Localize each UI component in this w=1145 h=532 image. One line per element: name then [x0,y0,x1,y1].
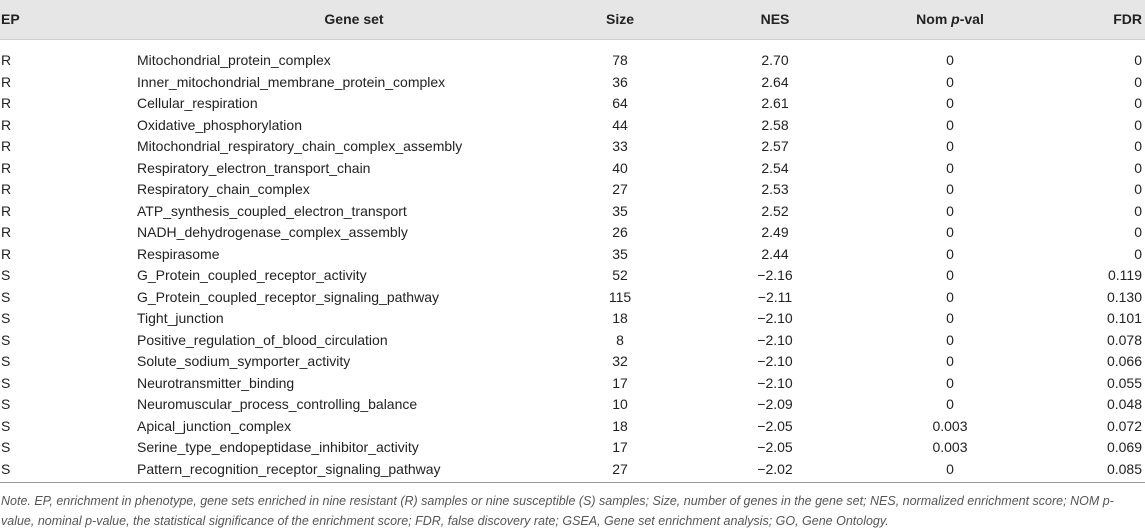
cell-gene-set: ATP_synthesis_coupled_electron_transport [137,202,407,219]
cell-ep: R [1,116,12,133]
cell-size: 36 [612,73,628,90]
cell-size: 10 [612,396,628,412]
cell-gene-set: Mitochondrial_protein_complex [137,52,331,68]
cell-gene-set: Respirasome [137,245,220,262]
cell-size: 115 [608,288,632,305]
cell-ep: R [1,52,12,68]
cell-size: 35 [612,202,628,219]
cell-nom-p-val: 0 [946,331,954,348]
cell-fdr: 0 [1134,116,1142,133]
cell-fdr: 0 [1134,202,1142,219]
cell-fdr: 0.085 [1106,460,1142,477]
cell-nes: −2.16 [757,267,793,283]
cell-nom-p-val: 0 [946,396,954,412]
cell-size: 17 [612,374,628,391]
header-ep: EP [1,11,20,27]
cell-fdr: 0.078 [1106,331,1142,348]
table-row [0,416,1145,438]
cell-size: 18 [612,310,628,326]
cell-ep: S [1,288,11,305]
cell-nes: 2.58 [761,116,789,133]
table-row [0,351,1145,373]
cell-gene-set: Tight_junction [137,310,224,326]
cell-ep: S [1,353,11,369]
header-size: Size [605,11,634,27]
cell-nes: −2.05 [757,417,793,434]
cell-size: 27 [612,181,628,197]
cell-size: 35 [612,245,628,262]
cell-ep: S [1,417,11,434]
header-nom-prefix: Nom [916,11,952,27]
cell-nom-p-val: 0 [946,116,954,133]
cell-gene-set: NADH_dehydrogenase_complex_assembly [137,224,408,240]
cell-gene-set: G_Protein_coupled_receptor_signaling_pathway [137,288,439,305]
table-row [0,201,1145,223]
cell-fdr: 0.069 [1106,439,1142,455]
table-row [0,308,1145,330]
cell-fdr: 0.130 [1106,288,1142,305]
header-fdr: FDR [1113,11,1142,27]
cell-ep: R [1,245,12,262]
cell-nes: −2.02 [757,460,793,477]
cell-nes: −2.10 [757,353,793,369]
cell-nes: −2.11 [757,288,793,305]
table-row [0,136,1145,158]
cell-nom-p-val: 0.003 [932,439,968,455]
cell-gene-set: Solute_sodium_symporter_activity [137,353,351,369]
cell-nom-p-val: 0 [946,159,954,176]
cell-nes: 2.53 [761,181,789,197]
table-row [0,394,1145,416]
cell-nom-p-val: 0 [946,138,954,154]
cell-ep: R [1,181,12,197]
cell-size: 52 [612,267,628,283]
cell-gene-set: G_Protein_coupled_receptor_activity [137,267,367,283]
cell-ep: R [1,95,12,111]
table-row [0,437,1145,459]
cell-gene-set: Neuromuscular_process_controlling_balance [137,396,418,412]
cell-ep: R [1,138,12,154]
cell-nom-p-val: 0 [946,374,954,391]
cell-nom-p-val: 0 [946,52,954,68]
cell-gene-set: Inner_mitochondrial_membrane_protein_complex [137,73,446,90]
cell-nes: 2.52 [761,202,789,219]
cell-gene-set: Pattern_recognition_receptor_signaling_pathway [137,460,441,477]
cell-fdr: 0.055 [1106,374,1142,391]
cell-nom-p-val: 0 [946,202,954,219]
cell-gene-set: Neurotransmitter_binding [137,374,295,391]
cell-nes: 2.70 [761,52,789,68]
cell-nom-p-val: 0 [946,181,954,197]
header-nom-p: p [951,11,960,27]
table-row [0,373,1145,395]
table-row [0,179,1145,201]
cell-size: 8 [616,331,624,348]
cell-nes: 2.44 [761,245,789,262]
cell-fdr: 0 [1134,159,1142,176]
cell-fdr: 0 [1134,52,1142,68]
cell-nes: 2.49 [761,224,789,240]
cell-fdr: 0.048 [1106,396,1142,412]
cell-nes: −2.05 [757,439,793,455]
cell-fdr: 0 [1134,224,1142,240]
cell-fdr: 0 [1134,73,1142,90]
cell-gene-set: Positive_regulation_of_blood_circulation [137,331,388,348]
cell-nes: 2.54 [761,159,789,176]
cell-ep: S [1,310,11,326]
cell-nes: −2.09 [757,396,793,412]
cell-size: 18 [612,417,628,434]
table-row [0,158,1145,180]
cell-nes: −2.10 [757,331,793,348]
table-row [0,265,1145,287]
table-row [0,330,1145,352]
cell-size: 17 [612,439,628,455]
cell-gene-set: Cellular_respiration [137,95,258,111]
cell-fdr: 0.101 [1106,310,1142,326]
cell-ep: S [1,439,11,455]
cell-fdr: 0.072 [1106,417,1142,434]
cell-fdr: 0.066 [1106,353,1142,369]
header-nom-p-val [880,0,1020,39]
cell-size: 64 [612,95,628,111]
table-footnote: Note. EP, enrichment in phenotype, gene sets enriched in nine resistant (R) samples or nine susceptible (S) samples; Size, number of genes in the gene set; NES, normalized enrichment score; NOM p-value, nominal p-value, the statistical significance of the enrichment score; FDR, false discovery rate; GSEA, Gene set enrichment analysis; GO, Gene Ontology. [1,494,1114,528]
cell-gene-set: Respiratory_chain_complex [137,181,310,197]
cell-nes: 2.61 [761,95,789,111]
table-row [0,72,1145,94]
cell-ep: R [1,73,12,90]
cell-nom-p-val: 0 [946,73,954,90]
cell-size: 27 [612,460,628,477]
header-nom-suffix: -val [959,11,984,27]
cell-nes: 2.64 [761,73,789,90]
cell-ep: S [1,460,11,477]
cell-ep: S [1,374,11,391]
cell-fdr: 0 [1134,245,1142,262]
cell-ep: S [1,331,11,348]
cell-ep: R [1,159,12,176]
cell-nom-p-val: 0 [946,95,954,111]
table-row [0,115,1145,137]
table-row [0,459,1145,481]
cell-gene-set: Mitochondrial_respiratory_chain_complex_assembly [137,138,463,154]
cell-nes: −2.10 [757,310,793,326]
cell-nom-p-val: 0 [946,353,954,369]
cell-nes: 2.57 [761,138,789,154]
table-row [0,93,1145,115]
cell-gene-set: Respiratory_electron_transport_chain [137,159,371,176]
cell-size: 78 [612,52,628,68]
table-body [0,40,1145,483]
cell-fdr: 0 [1134,181,1142,197]
cell-fdr: 0.119 [1108,267,1142,283]
cell-size: 32 [612,353,628,369]
table-row [0,50,1145,72]
cell-size: 44 [612,116,628,133]
cell-size: 26 [612,224,628,240]
table-row [0,222,1145,244]
cell-nom-p-val: 0 [946,224,954,240]
table-row [0,244,1145,266]
header-gene-set: Gene set [324,11,384,27]
cell-fdr: 0 [1134,95,1142,111]
cell-ep: R [1,202,12,219]
cell-nom-p-val: 0 [946,267,954,283]
cell-nom-p-val: 0.003 [932,417,968,434]
cell-nom-p-val: 0 [946,460,954,477]
cell-nom-p-val: 0 [946,310,954,326]
header-nes: NES [760,11,790,27]
cell-ep: S [1,396,11,412]
cell-gene-set: Apical_junction_complex [137,417,292,434]
cell-gene-set: Serine_type_endopeptidase_inhibitor_activity [137,439,419,455]
cell-nes: −2.10 [757,374,793,391]
cell-gene-set: Oxidative_phosphorylation [137,116,302,133]
cell-ep: R [1,224,12,240]
cell-ep: S [1,267,11,283]
cell-nom-p-val: 0 [946,288,954,305]
cell-nom-p-val: 0 [946,245,954,262]
table-row [0,287,1145,309]
cell-size: 40 [612,159,628,176]
cell-size: 33 [612,138,628,154]
cell-fdr: 0 [1134,138,1142,154]
table-header-row [0,0,1145,40]
